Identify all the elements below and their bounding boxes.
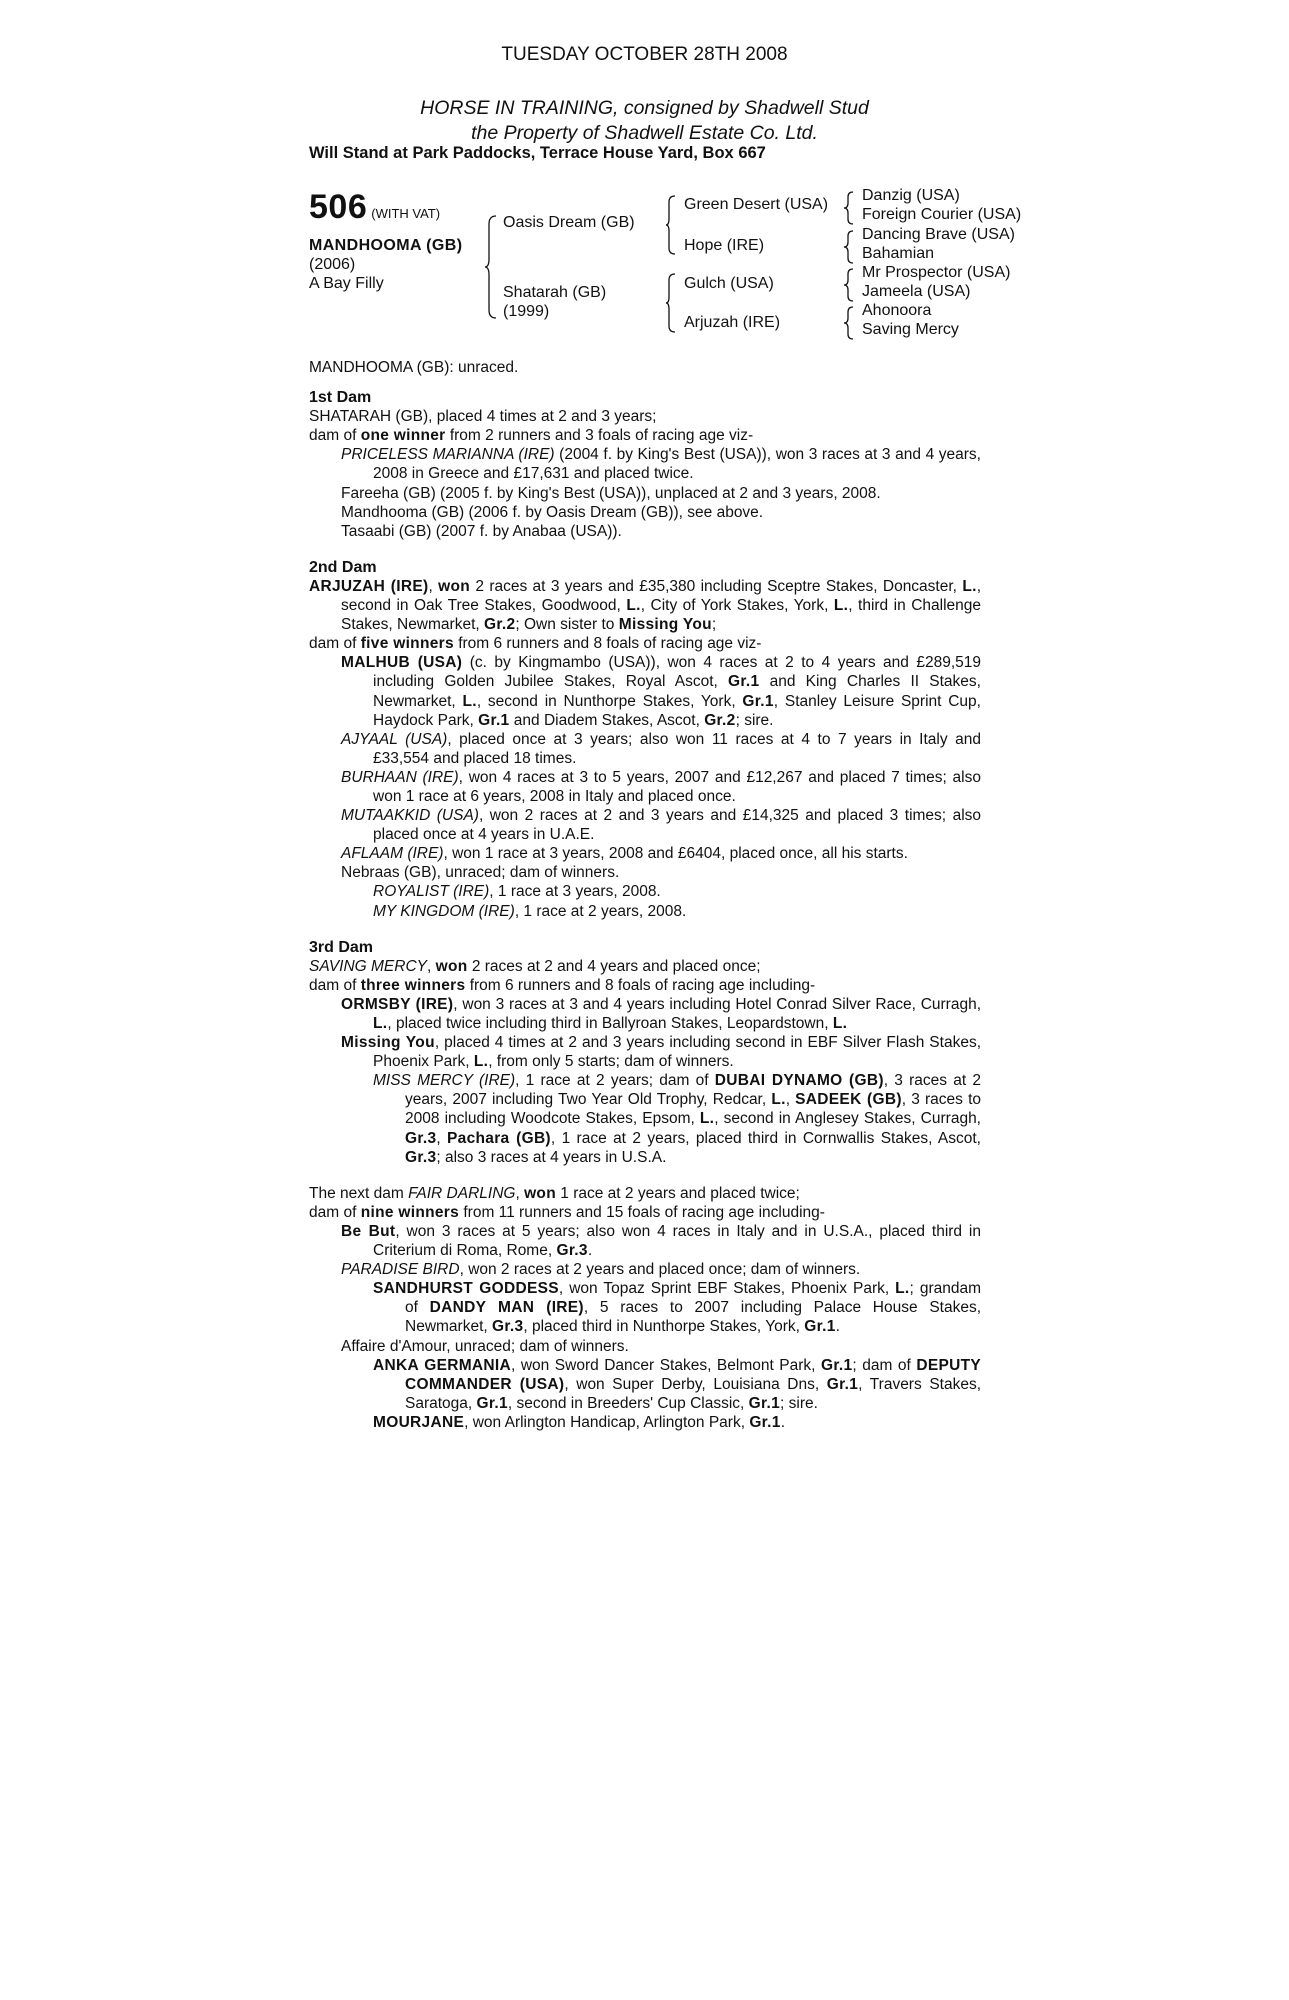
stand-location: Will Stand at Park Paddocks, Terrace House Yard, Box 667	[309, 144, 766, 162]
produce-entry: MUTAAKKID (USA), won 2 races at 2 and 3 years and £14,325 and placed 3 times; also placed once at 4 years in U.A.E.	[341, 807, 982, 844]
pedigree-brace-main	[484, 214, 498, 320]
pedigree-brace-sire	[665, 194, 677, 256]
pedigree-dam-sire: Gulch (USA)	[684, 275, 774, 292]
produce-entry: Tasaabi (GB) (2007 f. by Anabaa (USA)).	[341, 522, 622, 540]
horse-description: A Bay Filly	[309, 275, 384, 292]
pedigree-dam: Shatarah (GB)	[503, 284, 607, 301]
pedigree-g3-1: Danzig (USA)	[862, 187, 960, 204]
first-dam-line: SHATARAH (GB), placed 4 times at 2 and 3 years;	[309, 408, 657, 426]
race-record: MANDHOOMA (GB): unraced.	[309, 359, 519, 376]
produce-entry: AJYAAL (USA), placed once at 3 years; also won 11 races at 4 to 7 years in Italy and £33,554 and placed 18 times.	[341, 730, 981, 767]
next-dam-line: The next dam FAIR DARLING, won 1 race at 2 years and placed twice;	[309, 1184, 800, 1202]
second-dam-produce: dam of five winners from 6 runners and 8 foals of racing age viz-	[309, 635, 762, 653]
produce-entry: ROYALIST (IRE), 1 race at 3 years, 2008.	[373, 883, 661, 901]
pedigree-sire-sire: Green Desert (USA)	[684, 196, 829, 213]
produce-entry: Mandhooma (GB) (2006 f. by Oasis Dream (GB)), see above.	[341, 503, 764, 521]
produce-entry: AFLAAM (IRE), won 1 race at 3 years, 2008 and £6404, placed once, all his starts.	[341, 845, 908, 863]
produce-entry: MALHUB (USA) (c. by Kingmambo (USA)), won 4 races at 2 to 4 years and £289,519 including Golden Jubilee Stakes, Royal Ascot, Gr.1 and King Charles II Stakes, Newmarket, L., second in Nunthorpe Stakes, York, Gr.1, Stanley Leisure Sprint Cup, Haydock Park, Gr.1 and Diadem Stakes, Ascot, Gr.2; sire.	[341, 654, 982, 729]
lot-number: 506	[309, 188, 368, 226]
produce-entry: PRICELESS MARIANNA (IRE) (2004 f. by King's Best (USA)), won 3 races at 3 and 4 years, 2008 in Greece and £17,631 and placed twice.	[341, 446, 981, 483]
property-line: the Property of Shadwell Estate Co. Ltd.	[471, 122, 818, 144]
pedigree-g3-8: Saving Mercy	[862, 321, 959, 338]
vat-note: (WITH VAT)	[371, 206, 441, 221]
lot-number-block	[309, 188, 440, 227]
produce-entry: SANDHURST GODDESS, won Topaz Sprint EBF Stakes, Phoenix Park, L.; grandam of DANDY MAN (IRE), 5 races to 2007 including Palace House Stakes, Newmarket, Gr.3, placed third in Nunthorpe Stakes, York, Gr.1.	[373, 1280, 982, 1336]
horse-name: MANDHOOMA (GB)	[309, 237, 463, 254]
pedigree-sire-dam: Hope (IRE)	[684, 237, 765, 254]
consignor-block	[0, 96, 1289, 146]
second-dam-line: ARJUZAH (IRE), won 2 races at 3 years and £35,380 including Sceptre Stakes, Doncaster, L., second in Oak Tree Stakes, Goodwood, L., City of York Stakes, York, L., third in Challenge Stakes, Newmarket, Gr.2; Own sister to Missing You;	[309, 577, 981, 634]
pedigree-sire: Oasis Dream (GB)	[503, 214, 635, 231]
pedigree-brace-ss	[843, 190, 855, 226]
pedigree-dam-year: (1999)	[503, 303, 550, 320]
third-dam-line: SAVING MERCY, won 2 races at 2 and 4 years and placed once;	[309, 957, 761, 975]
consignor-line: HORSE IN TRAINING, consigned by Shadwell Stud	[420, 97, 869, 119]
produce-entry: Be But, won 3 races at 5 years; also won 4 races in Italy and in U.S.A., placed third in Criterium di Roma, Rome, Gr.3.	[341, 1222, 981, 1260]
third-dam-produce: dam of three winners from 6 runners and 8 foals of racing age including-	[309, 976, 816, 994]
produce-entry: MISS MERCY (IRE), 1 race at 2 years; dam of DUBAI DYNAMO (GB), 3 races at 2 years, 2007 including Two Year Old Trophy, Redcar, L., SADEEK (GB), 3 races to 2008 including Woodcote Stakes, Epsom, L., second in Anglesey Stakes, Curragh, Gr.3, Pachara (GB), 1 race at 2 years, placed third in Cornwallis Stakes, Ascot, Gr.3; also 3 races at 4 years in U.S.A.	[373, 1072, 981, 1166]
pedigree-g3-7: Ahonoora	[862, 302, 932, 319]
pedigree-g3-2: Foreign Courier (USA)	[862, 206, 1022, 223]
pedigree-dam-dam: Arjuzah (IRE)	[684, 314, 781, 331]
first-dam-heading: 1st Dam	[309, 389, 372, 407]
third-dam-heading: 3rd Dam	[309, 938, 374, 956]
pedigree-brace-dd	[843, 305, 855, 341]
produce-entry: ORMSBY (IRE), won 3 races at 3 and 4 years including Hotel Conrad Silver Race, Curragh, L., placed twice including third in Ballyroan Stakes, Leopardstown, L.	[341, 995, 981, 1032]
produce-entry: MOURJANE, won Arlington Handicap, Arlington Park, Gr.1.	[373, 1413, 785, 1431]
produce-entry: ANKA GERMANIA, won Sword Dancer Stakes, Belmont Park, Gr.1; dam of DEPUTY COMMANDER (USA), won Super Derby, Louisiana Dns, Gr.1, Travers Stakes, Saratoga, Gr.1, second in Breeders' Cup Classic, Gr.1; sire.	[373, 1356, 982, 1412]
produce-entry: Missing You, placed 4 times at 2 and 3 years including second in EBF Silver Flash Stakes, Phoenix Park, L., from only 5 starts; dam of winners.	[341, 1034, 981, 1071]
produce-entry: PARADISE BIRD, won 2 races at 2 years and placed once; dam of winners.	[341, 1261, 861, 1279]
produce-entry: Fareeha (GB) (2005 f. by King's Best (USA)), unplaced at 2 and 3 years, 2008.	[341, 484, 881, 502]
catalogue-body	[309, 358, 981, 1432]
sale-date: TUESDAY OCTOBER 28TH 2008	[501, 44, 788, 65]
horse-block	[309, 236, 462, 293]
produce-entry: Nebraas (GB), unraced; dam of winners.	[341, 864, 620, 882]
pedigree-brace-dam	[665, 272, 677, 334]
pedigree-g3-3: Dancing Brave (USA)	[862, 226, 1015, 243]
next-dam-produce: dam of nine winners from 11 runners and 15 foals of racing age including-	[309, 1203, 825, 1221]
produce-entry: Affaire d'Amour, unraced; dam of winners.	[341, 1337, 629, 1355]
first-dam-produce: dam of one winner from 2 runners and 3 foals of racing age viz-	[309, 427, 754, 445]
second-dam-heading: 2nd Dam	[309, 558, 377, 576]
pedigree-g3-6: Jameela (USA)	[862, 283, 971, 300]
pedigree-g3-4: Bahamian	[862, 245, 935, 262]
pedigree-brace-ds	[843, 267, 855, 303]
produce-entry: MY KINGDOM (IRE), 1 race at 2 years, 2008.	[373, 902, 687, 920]
pedigree-brace-sd	[843, 229, 855, 265]
produce-entry: BURHAAN (IRE), won 4 races at 3 to 5 years, 2007 and £12,267 and placed 7 times; also won 1 race at 6 years, 2008 in Italy and placed once.	[341, 768, 981, 805]
horse-year: (2006)	[309, 256, 356, 273]
pedigree-g3-5: Mr Prospector (USA)	[862, 264, 1011, 281]
